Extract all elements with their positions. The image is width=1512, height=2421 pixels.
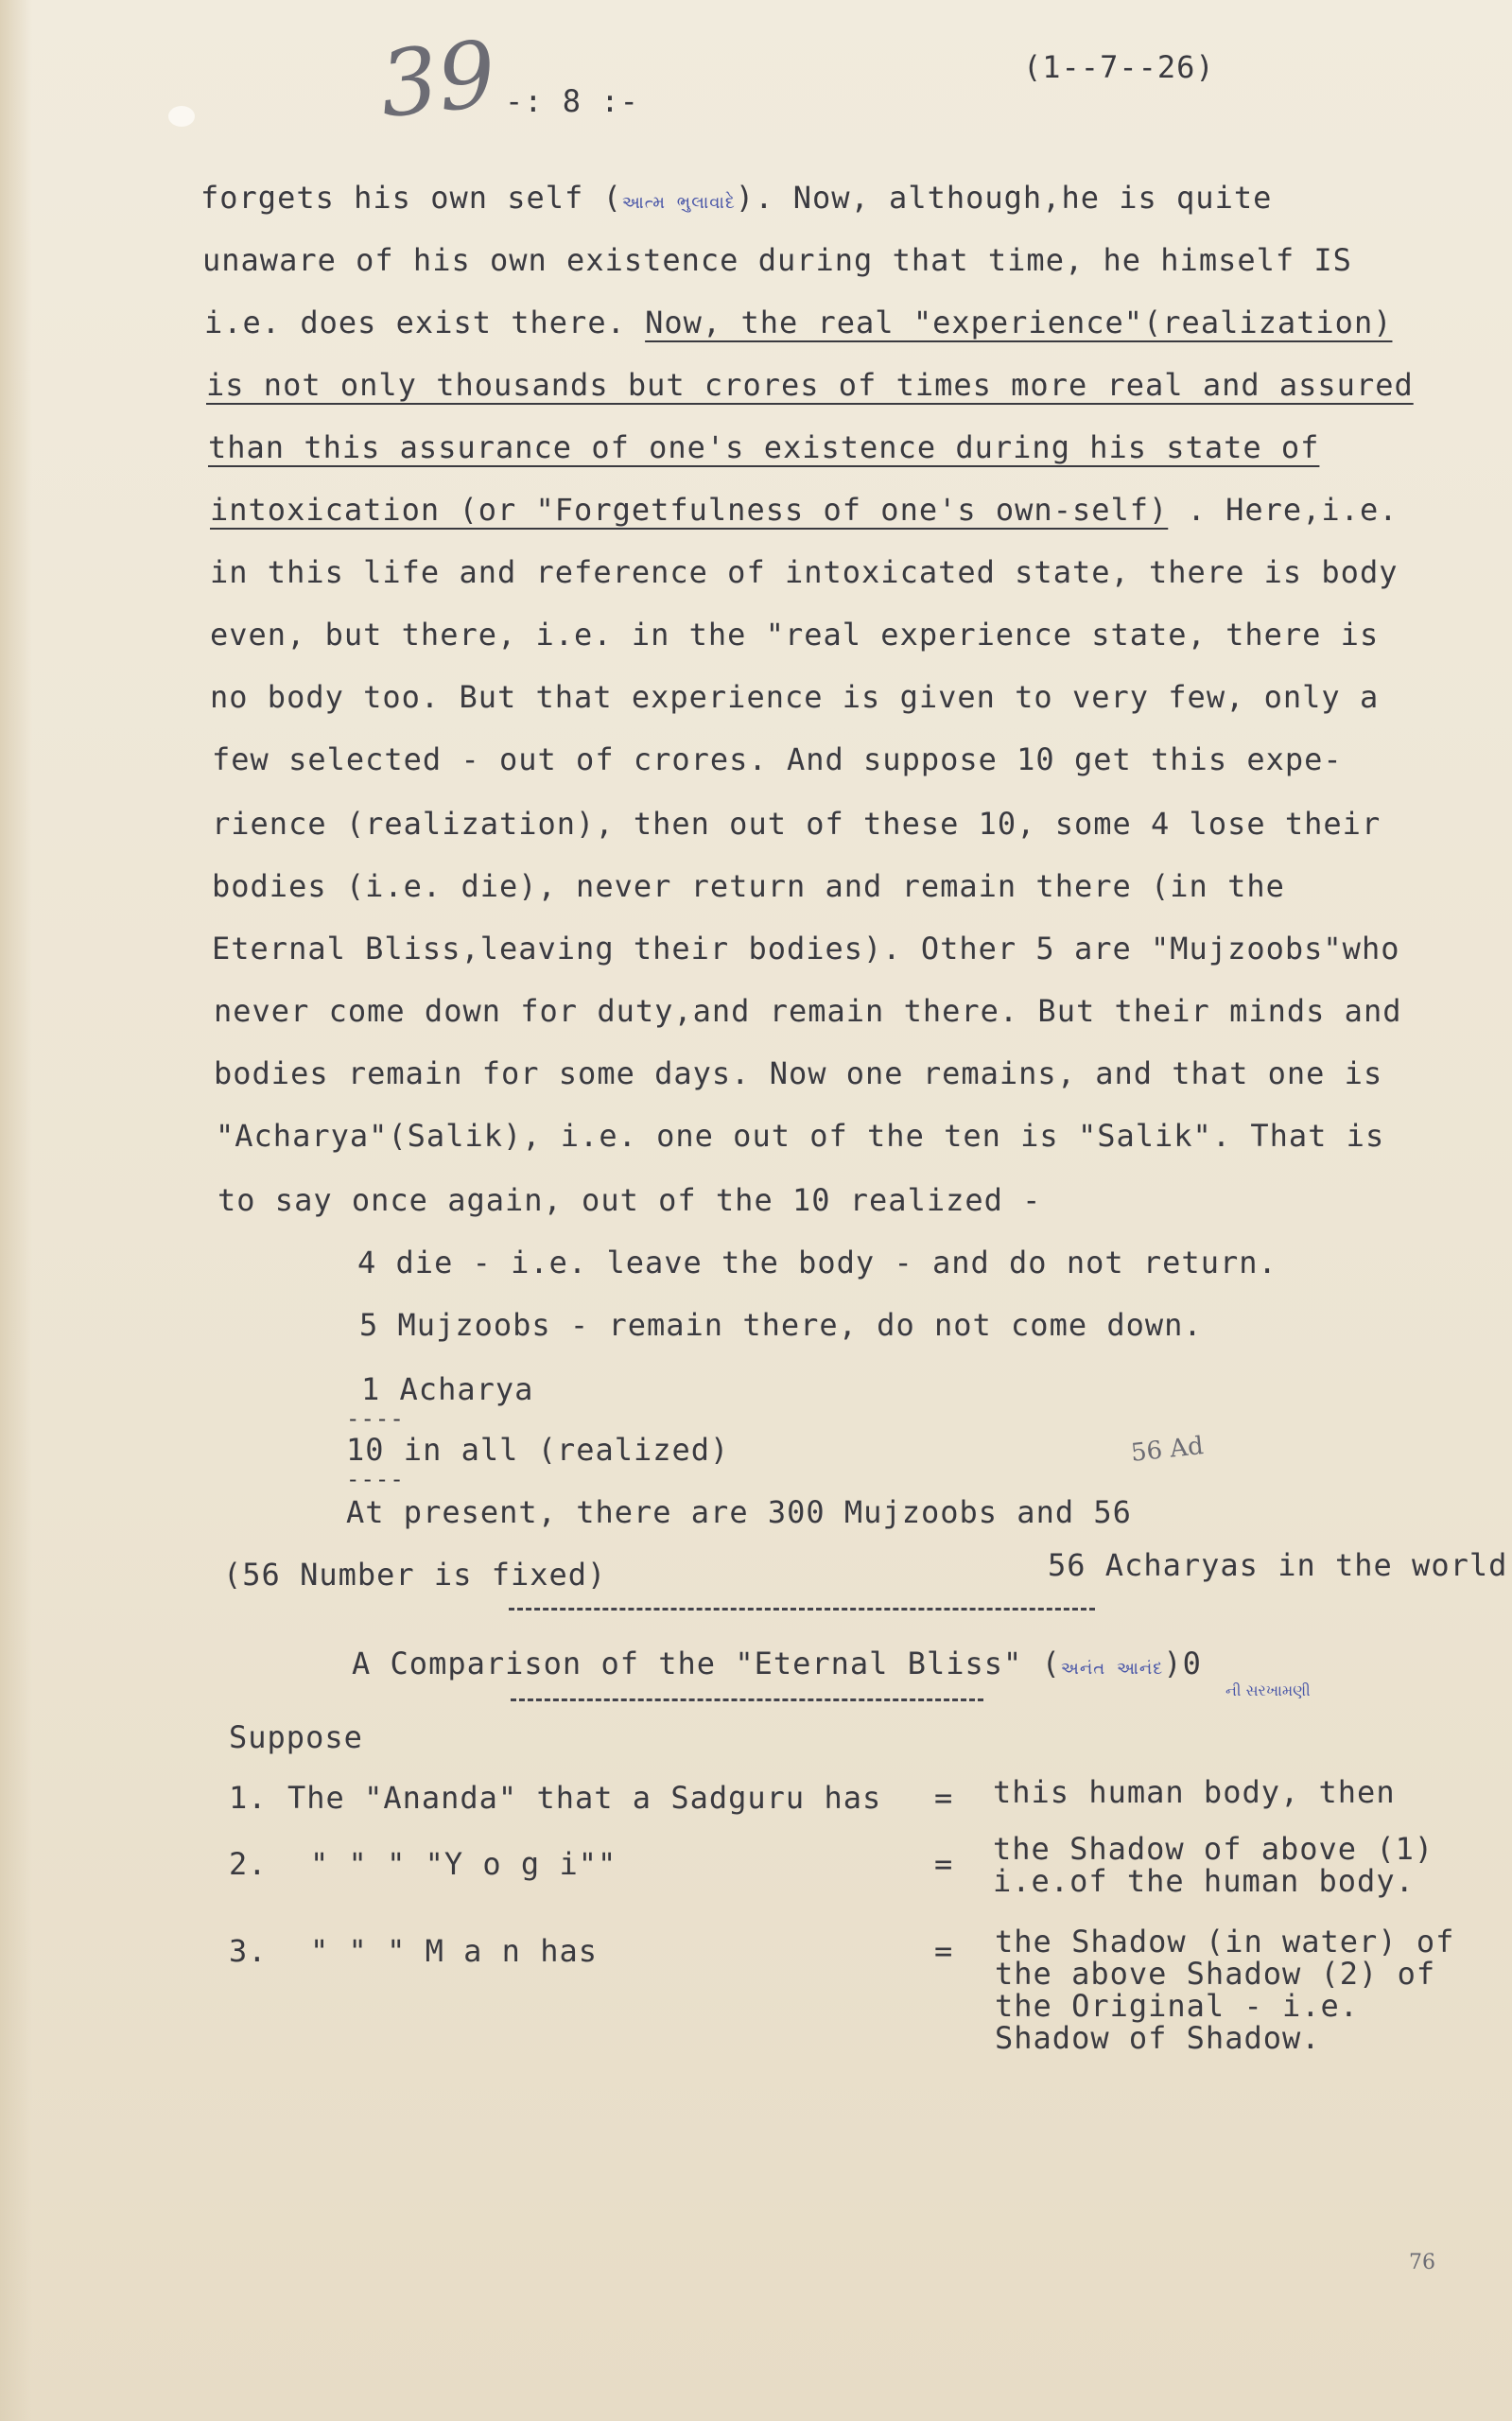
- body-line-2-text: unaware of his own existence during that time, he himself IS: [202, 242, 1352, 278]
- comparison-row-3-right-2: the above Shadow (2) of: [995, 1956, 1436, 1992]
- comparison-row-2-num: 2.: [229, 1846, 268, 1882]
- dashed-rule-1: [509, 1608, 1095, 1611]
- dashed-rule-2: [511, 1698, 983, 1701]
- body-line-11: rience (realization), then out of these 10, some 4 lose their: [212, 806, 1382, 842]
- body-line-5: than this assurance of one's existence during his state of: [208, 429, 1320, 465]
- body-line-1-b: ). Now, although,he is quite: [735, 180, 1273, 216]
- fixed-number-note: (56 Number is fixed): [223, 1557, 607, 1593]
- suppose-label: Suppose: [229, 1719, 363, 1755]
- body-line-3-underlined: Now, the real "experience"(realization): [645, 305, 1393, 340]
- body-line-16: "Acharya"(Salik), i.e. one out of the ten is "Salik". That is: [216, 1118, 1385, 1154]
- page-number: -: 8 :-: [505, 83, 639, 119]
- comparison-row-3-right-4: Shadow of Shadow.: [995, 2020, 1321, 2056]
- comparison-row-1-num: 1.: [229, 1780, 268, 1816]
- left-edge-stain: [0, 0, 32, 2421]
- body-line-9: no body too. But that experience is given to very few, only a: [210, 679, 1380, 715]
- margin-pencil-note: 56 Ad: [1129, 1432, 1206, 1468]
- comparison-title-suffix: )0: [1163, 1646, 1202, 1681]
- body-line-15: bodies remain for some days. Now one remains, and that one is: [214, 1055, 1383, 1091]
- body-line-1: [200, 180, 1272, 216]
- comparison-row-3-right-1: the Shadow (in water) of: [995, 1924, 1455, 1959]
- comparison-row-1-eq: =: [934, 1780, 954, 1816]
- realized-item-acharya: 1 Acharya: [361, 1371, 534, 1407]
- body-line-14: never come down for duty,and remain there. But their minds and: [214, 993, 1402, 1029]
- comparison-row-1-left: The "Ananda" that a Sadguru has: [287, 1780, 882, 1816]
- comparison-row-2-eq: =: [934, 1846, 954, 1882]
- handwritten-folio-number: 39: [374, 20, 501, 139]
- realized-item-mujzoobs: 5 Mujzoobs - remain there, do not come down.: [359, 1307, 1203, 1343]
- comparison-row-2-left: " " " "Y o g i"": [310, 1846, 617, 1882]
- comparison-row-3-right-3: the Original - i.e.: [995, 1988, 1360, 2024]
- comparison-row-2-right-1: the Shadow of above (1): [993, 1831, 1434, 1867]
- body-line-8: even, but there, i.e. in the "real experience state, there is: [210, 617, 1380, 653]
- date: (1--7--26): [1023, 49, 1215, 85]
- realized-item-die: 4 die - i.e. leave the body - and do not return.: [357, 1245, 1277, 1280]
- list-separator-1: ----: [346, 1405, 405, 1432]
- body-line-4: is not only thousands but crores of times more real and assured: [206, 367, 1414, 403]
- body-line-1-a: forgets his own self (: [200, 180, 622, 216]
- comparison-row-1-right: this human body, then: [993, 1774, 1396, 1810]
- list-separator-2: ----: [346, 1466, 405, 1492]
- gujarati-title-note-2: ની સરખામણી: [1225, 1681, 1311, 1699]
- comparison-row-3-eq: =: [934, 1933, 954, 1969]
- comparison-title-text: A Comparison of the "Eternal Bliss" (: [352, 1646, 1061, 1681]
- corner-pencil-mark: 76: [1409, 2251, 1435, 2274]
- present-line: At present, there are 300 Mujzoobs and 56: [346, 1494, 1132, 1530]
- acharyas-in-world: 56 Acharyas in the world: [1048, 1547, 1508, 1583]
- body-line-17: to say once again, out of the 10 realized -: [217, 1182, 1042, 1218]
- body-line-10: few selected - out of crores. And suppose 10 get this expe-: [212, 741, 1343, 777]
- body-line-13: Eternal Bliss,leaving their bodies). Other 5 are "Mujzoobs"who: [212, 931, 1400, 967]
- gujarati-inline-note: આત્મ ભુલાવાદે: [621, 193, 736, 213]
- body-line-7: in this life and reference of intoxicated state, there is body: [210, 554, 1399, 590]
- realized-total: 10 in all (realized): [346, 1432, 730, 1468]
- body-line-2: [202, 242, 1352, 278]
- punch-hole: [168, 106, 195, 127]
- body-line-6: [210, 492, 1398, 528]
- gujarati-title-note: અનંત આનંદ: [1060, 1659, 1164, 1679]
- comparison-title: [352, 1646, 1202, 1681]
- comparison-row-3-num: 3.: [229, 1933, 268, 1969]
- body-line-6-underlined: intoxication (or "Forgetfulness of one's own-self): [210, 492, 1169, 528]
- body-line-6-b: . Here,i.e.: [1187, 492, 1399, 528]
- comparison-row-3-left: " " " M a n has: [310, 1933, 598, 1969]
- body-line-3: [204, 305, 1392, 340]
- comparison-row-2-right-2: i.e.of the human body.: [993, 1863, 1415, 1899]
- body-line-12: bodies (i.e. die), never return and remain there (in the: [212, 868, 1285, 904]
- body-line-3-a: i.e. does exist there.: [204, 305, 626, 340]
